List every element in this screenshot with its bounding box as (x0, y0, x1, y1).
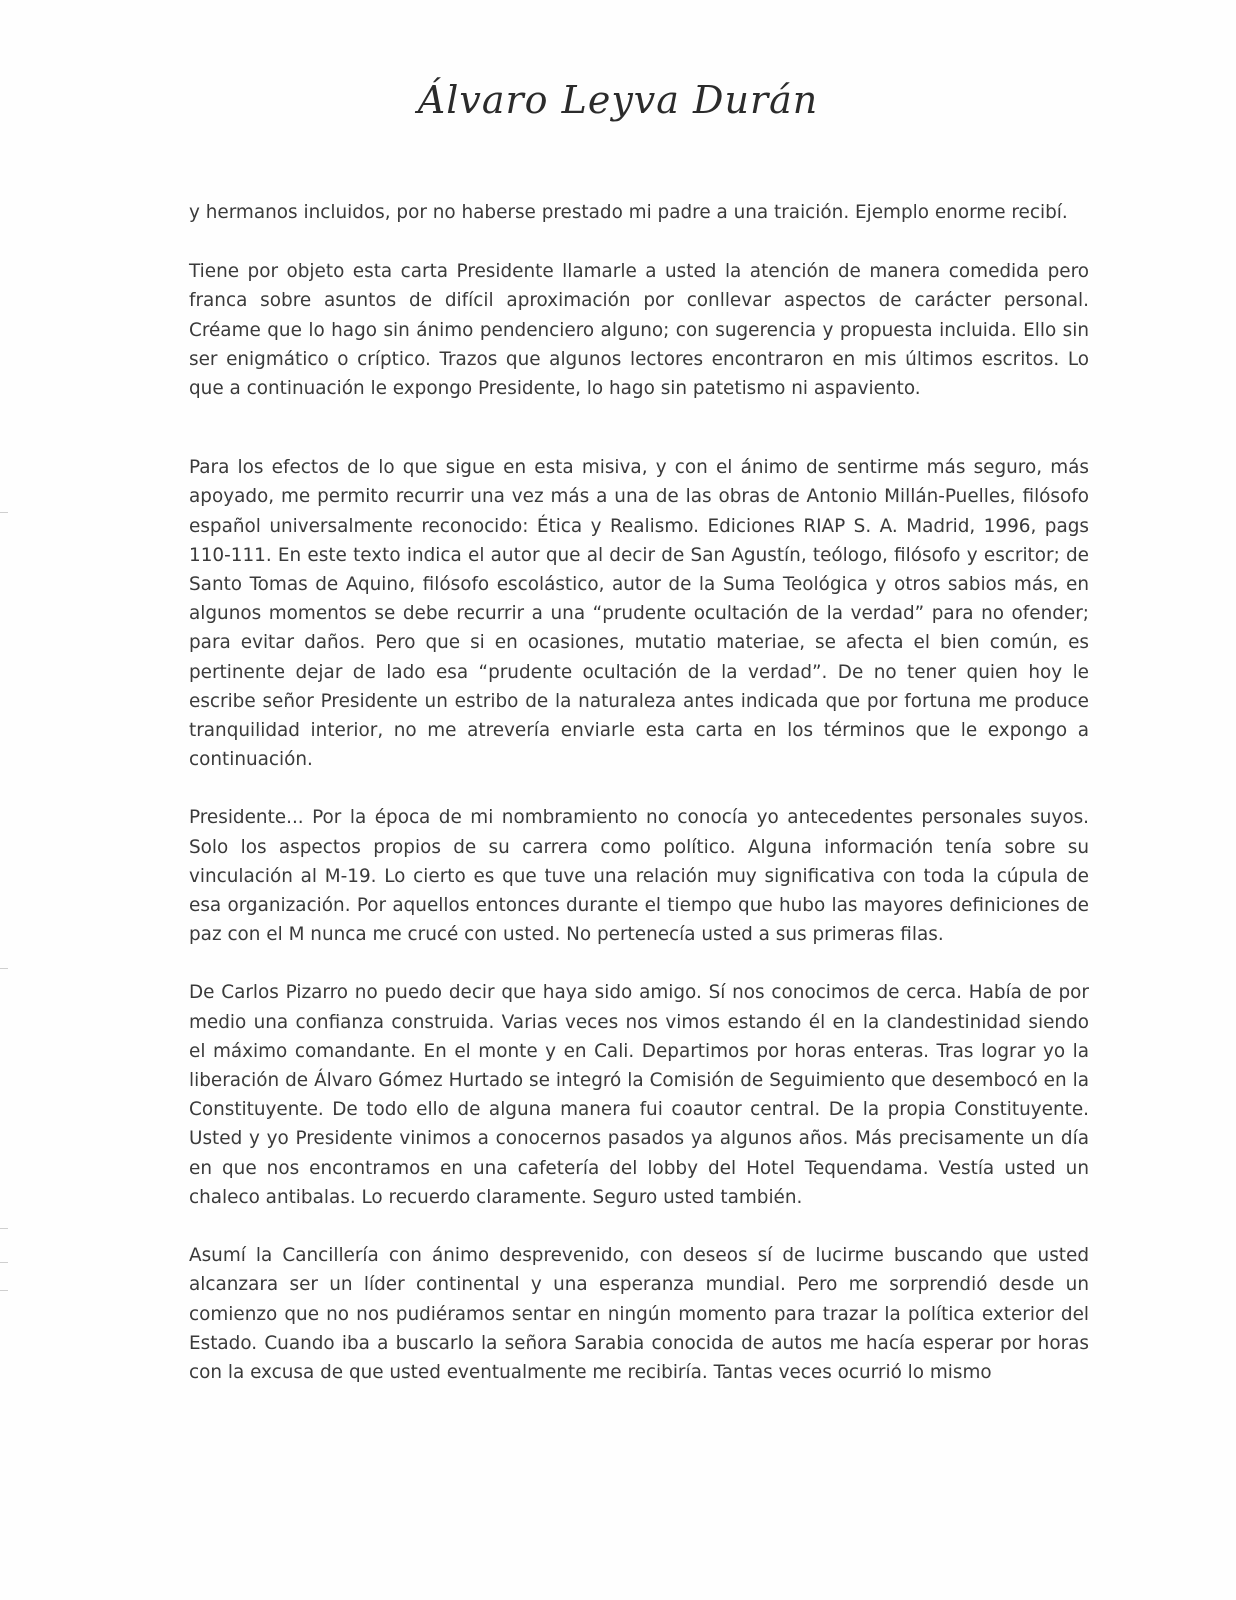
scan-edge-marks (0, 0, 8, 1600)
letter-body (189, 198, 1089, 1387)
letterhead-signature: Álvaro Leyva Durán (417, 78, 819, 122)
paragraph-6: Asumí la Cancillería con ánimo desprevenido, con deseos sí de lucirme buscando que usted alcanzara ser un líder continental y una esperanza mundial. Pero me sorprendió desde un comienzo que no nos pudiéramos sentar en ningún momento para trazar la política exterior del Estado. Cuando iba a buscarlo la señora Sarabia conocida de autos me hacía esperar por horas con la excusa de que usted eventualmente me recibiría. Tantas veces ocurrió lo mismo (189, 1245, 1089, 1383)
paragraph-1: y hermanos incluidos, por no haberse prestado mi padre a una traición. Ejemplo enorme recibí. (189, 202, 1068, 223)
paragraph-2: Tiene por objeto esta carta Presidente llamarle a usted la atención de manera comedida pero franca sobre asuntos de difícil aproximación por conllevar aspectos de carácter personal. Créame que lo hago sin ánimo pendenciero alguno; con sugerencia y propuesta incluida. Ello sin ser enigmático o críptico. Trazos que algunos lectores encontraron en mis últimos escritos. Lo que a continuación le expongo Presidente, lo hago sin patetismo ni aspaviento. (189, 261, 1089, 400)
paragraph-4: Presidente... Por la época de mi nombramiento no conocía yo antecedentes personales suyos. Solo los aspectos propios de su carrera como político. Alguna información tenía sobre su vinculación al M-19. Lo cierto es que tuve una relación muy significativa con toda la cúpula de esa organización. Por aquellos entonces durante el tiempo que hubo las mayores definiciones de paz con el M nunca me crucé con usted. No pertenecía usted a sus primeras filas. (189, 807, 1089, 946)
paragraph-5: De Carlos Pizarro no puedo decir que haya sido amigo. Sí nos conocimos de cerca. Había de por medio una confianza construida. Varias veces nos vimos estando él en la clandestinidad siendo el máximo comandante. En el monte y en Cali. Departimos por horas enteras. Tras lograr yo la liberación de Álvaro Gómez Hurtado se integró la Comisión de Seguimiento que desembocó en la Constituyente. De todo ello de alguna manera fui coautor central. De la propia Constituyente. Usted y yo Presidente vinimos a conocernos pasados ya algunos años. Más precisamente un día en que nos encontramos en una cafetería del lobby del Hotel Tequendama. Vestía usted un chaleco antibalas. Lo recuerdo claramente. Seguro usted también. (189, 982, 1089, 1208)
paragraph-3: Para los efectos de lo que sigue en esta misiva, y con el ánimo de sentirme más seguro, más apoyado, me permito recurrir una vez más a una de las obras de Antonio Millán-Puelles, filósofo español universalmente reconocido: Ética y Realismo. Ediciones RIAP S. A. Madrid, 1996, pags 110-111. En este texto indica el autor que al decir de San Agustín, teólogo, filósofo y escritor; de Santo Tomas de Aquino, filósofo escolástico, autor de la Suma Teológica y otros sabios más, en algunos momentos se debe recurrir a una “prudente ocultación de la verdad” para no ofender; para evitar daños. Pero que si en ocasiones, mutatio materiae, se afecta el bien común, es pertinente dejar de lado esa “prudente ocultación de la verdad”. De no tener quien hoy le escribe señor Presidente un estribo de la naturaleza antes indicada que por fortuna me produce tranquilidad interior, no me atrevería enviarle esta carta en los términos que le expongo a continuación. (189, 457, 1089, 771)
